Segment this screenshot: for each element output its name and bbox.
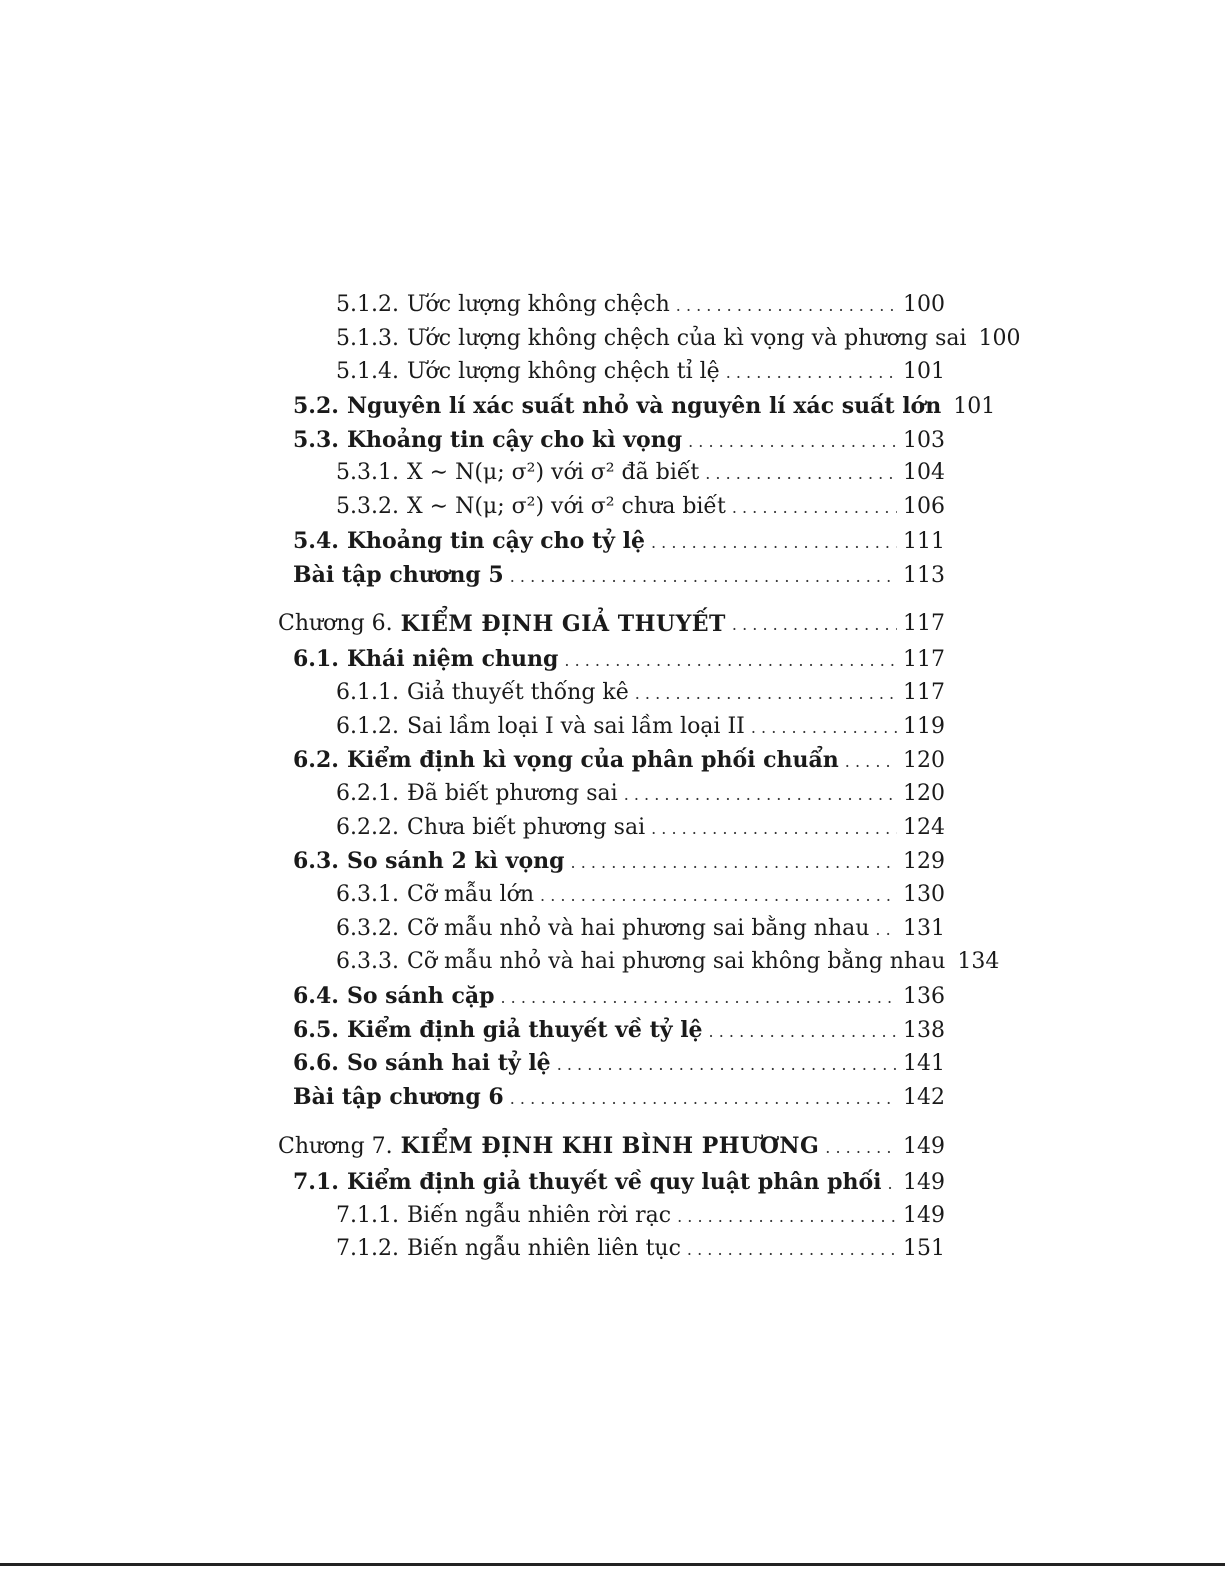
toc-entry-title: Kiểm định kì vọng của phân phối chuẩn <box>346 747 839 774</box>
toc-page-number: 100 <box>978 325 1021 351</box>
toc-dot-leader <box>705 460 897 485</box>
toc-entry-title: Cỡ mẫu nhỏ và hai phương sai không bằng nhau <box>406 949 946 975</box>
toc-page-number: 117 <box>903 679 945 705</box>
toc-entry-number: 5.3. <box>293 426 339 453</box>
toc-subsection-entry <box>278 680 945 714</box>
toc-dot-leader <box>687 1236 897 1261</box>
toc-dot-leader <box>677 1203 897 1228</box>
toc-entry-title: Ước lượng không chệch của kì vọng và phương sai <box>406 325 967 351</box>
toc-page-number: 124 <box>903 814 945 840</box>
toc-chapter-title: KIỂM ĐỊNH KHI BÌNH PHƯƠNG <box>400 1133 820 1160</box>
toc-entry-title: Biến ngẫu nhiên rời rạc <box>406 1202 672 1228</box>
toc-page-number: 130 <box>903 882 945 907</box>
toc-dot-leader <box>500 984 897 1009</box>
toc-dot-leader <box>557 1051 897 1076</box>
toc-dot-leader <box>540 882 897 907</box>
toc-dot-leader <box>888 1170 897 1195</box>
toc-entry-number: 5.1.4. <box>336 359 399 385</box>
toc-entry-title: X ∼ N(μ; σ²) với σ² chưa biết <box>406 494 726 520</box>
toc-chapter-title: KIỂM ĐỊNH GIẢ THUYẾT <box>400 610 726 637</box>
toc-dot-leader <box>875 916 897 941</box>
toc-entry-number: 6.3. <box>293 848 339 875</box>
toc-entry-title: Bài tập chương 5 <box>293 561 504 588</box>
toc-section-entry <box>278 393 996 427</box>
toc-entry-number: 6.2.2. <box>336 814 399 840</box>
toc-chapter-entry <box>278 601 945 646</box>
toc-page-number: 101 <box>903 359 945 385</box>
toc-page-number: 119 <box>903 713 945 739</box>
toc-entry-title: Đã biết phương sai <box>406 780 618 806</box>
toc-subsection-entry <box>278 714 945 748</box>
toc-dot-leader <box>635 680 897 705</box>
toc-dot-leader <box>688 428 897 453</box>
toc-section-entry <box>278 747 945 781</box>
toc-entry-number: 5.2. <box>293 393 339 420</box>
toc-page-number: 117 <box>903 647 945 673</box>
toc-entry-number: 6.3.3. <box>336 949 399 975</box>
toc-dot-leader <box>845 748 897 773</box>
toc-entry-title: Chưa biết phương sai <box>406 814 646 840</box>
toc-dot-leader <box>651 815 897 840</box>
toc-entry-title: X ∼ N(μ; σ²) với σ² đã biết <box>406 460 700 486</box>
toc-section-entry <box>278 646 945 680</box>
toc-section-entry <box>278 983 945 1017</box>
toc-entry-title: Cỡ mẫu nhỏ và hai phương sai bằng nhau <box>406 915 870 941</box>
toc-page-number: 136 <box>903 984 945 1010</box>
toc-page-number: 151 <box>903 1236 945 1262</box>
toc-page-number: 100 <box>903 292 945 317</box>
toc-dot-leader <box>751 714 897 739</box>
toc-entry-title: Cỡ mẫu lớn <box>406 882 535 907</box>
toc-entry-number: 5.3.2. <box>336 494 399 520</box>
toc-page-number: 103 <box>903 427 945 453</box>
toc-entry-title: Biến ngẫu nhiên liên tục <box>406 1236 681 1262</box>
toc-subsection-entry <box>278 916 945 950</box>
toc-page-number: 131 <box>903 915 945 941</box>
toc-entry-title: So sánh hai tỷ lệ <box>346 1050 551 1077</box>
toc-subsection-entry <box>278 781 945 815</box>
toc-subsection-entry <box>278 359 945 393</box>
toc-dot-leader <box>571 849 897 874</box>
toc-page-number: 149 <box>903 1202 945 1228</box>
toc-subsection-entry <box>278 1203 945 1237</box>
toc-chapter-entry <box>278 1124 945 1169</box>
page-bottom-border <box>0 1563 1225 1566</box>
toc-entry-number: 6.6. <box>293 1050 339 1077</box>
toc-entry-number: 5.1.2. <box>336 292 399 317</box>
toc-dot-leader <box>510 1085 897 1110</box>
toc-dot-leader <box>510 563 897 588</box>
toc-entry-number: 5.3.1. <box>336 460 399 486</box>
toc-dot-leader <box>732 494 897 519</box>
toc-entry-number: 6.5. <box>293 1016 339 1043</box>
toc-page-number: 149 <box>903 1133 945 1159</box>
toc-page-number: 120 <box>903 780 945 806</box>
toc-section-entry <box>278 528 945 562</box>
toc-entry-title: Ước lượng không chệch <box>406 292 670 317</box>
toc-subsection-entry <box>278 494 945 528</box>
toc-page-number: 138 <box>903 1017 945 1043</box>
toc-dot-leader <box>825 1134 897 1159</box>
toc-entry-number: 6.2.1. <box>336 780 399 806</box>
toc-dot-leader <box>726 359 897 384</box>
toc-entry-title: So sánh cặp <box>346 983 495 1010</box>
toc-entry-title: Khái niệm chung <box>346 646 559 673</box>
toc-entry-number: 7.1.1. <box>336 1202 399 1228</box>
toc-subsection-entry <box>278 882 945 916</box>
table-of-contents <box>278 292 1021 1270</box>
toc-subsection-entry <box>278 292 945 326</box>
toc-page-number: 106 <box>903 494 945 520</box>
toc-dot-leader <box>709 1018 897 1043</box>
toc-entry-title: So sánh 2 kì vọng <box>346 848 565 875</box>
toc-page-number: 111 <box>903 528 945 554</box>
toc-entry-number: 6.2. <box>293 747 339 774</box>
toc-entry-number: 6.1. <box>293 646 339 673</box>
toc-entry-title: Nguyên lí xác suất nhỏ và nguyên lí xác suất lớn <box>346 393 942 420</box>
toc-entry-title: Ước lượng không chệch tỉ lệ <box>406 359 720 385</box>
toc-page-number: 134 <box>957 949 1000 975</box>
toc-entry-number: 7.1.2. <box>336 1236 399 1262</box>
toc-entry-number: 6.3.2. <box>336 915 399 941</box>
toc-entry-title: Khoảng tin cậy cho kì vọng <box>346 426 683 453</box>
toc-page-number: 113 <box>903 562 945 588</box>
toc-page-number: 101 <box>953 394 996 420</box>
toc-entry-title: Bài tập chương 6 <box>293 1084 504 1111</box>
toc-subsection-entry <box>278 949 1000 983</box>
toc-section-entry <box>278 1084 945 1118</box>
toc-dot-leader <box>732 611 897 636</box>
toc-entry-number: 6.1.1. <box>336 679 399 705</box>
toc-page-number: 120 <box>903 748 945 774</box>
toc-subsection-entry <box>278 325 1021 360</box>
toc-dot-leader <box>676 292 897 317</box>
toc-section-entry <box>278 562 945 596</box>
toc-entry-number: 6.3.1. <box>336 882 399 907</box>
toc-section-entry <box>278 427 945 461</box>
toc-page-number: 129 <box>903 849 945 875</box>
toc-dot-leader <box>624 781 897 806</box>
toc-page-number: 141 <box>903 1051 945 1077</box>
toc-entry-number: 5.1.3. <box>336 325 399 351</box>
toc-section-entry <box>278 1169 945 1203</box>
toc-page-number: 149 <box>903 1169 945 1195</box>
toc-subsection-entry <box>278 815 945 849</box>
toc-subsection-entry <box>278 1236 945 1270</box>
toc-page-number: 117 <box>903 611 945 637</box>
toc-entry-number: 6.4. <box>293 983 339 1010</box>
toc-page-number: 104 <box>903 460 945 486</box>
toc-chapter-number: Chương 7. <box>278 1133 393 1159</box>
toc-entry-title: Kiểm định giả thuyết về tỷ lệ <box>346 1016 703 1043</box>
toc-section-entry <box>278 1017 945 1051</box>
toc-entry-number: 5.4. <box>293 527 339 554</box>
toc-section-entry <box>278 848 945 882</box>
toc-entry-title: Giả thuyết thống kê <box>406 679 629 705</box>
toc-entry-number: 6.1.2. <box>336 713 399 739</box>
toc-entry-title: Kiểm định giả thuyết về quy luật phân phối <box>346 1168 882 1195</box>
toc-dot-leader <box>564 647 897 672</box>
toc-entry-title: Khoảng tin cậy cho tỷ lệ <box>346 527 645 554</box>
toc-dot-leader <box>651 529 897 554</box>
toc-entry-title: Sai lầm loại I và sai lầm loại II <box>406 713 745 739</box>
toc-subsection-entry <box>278 460 945 494</box>
toc-section-entry <box>278 1050 945 1084</box>
toc-page-number: 142 <box>903 1085 945 1111</box>
toc-entry-number: 7.1. <box>293 1168 339 1195</box>
toc-chapter-number: Chương 6. <box>278 611 393 637</box>
